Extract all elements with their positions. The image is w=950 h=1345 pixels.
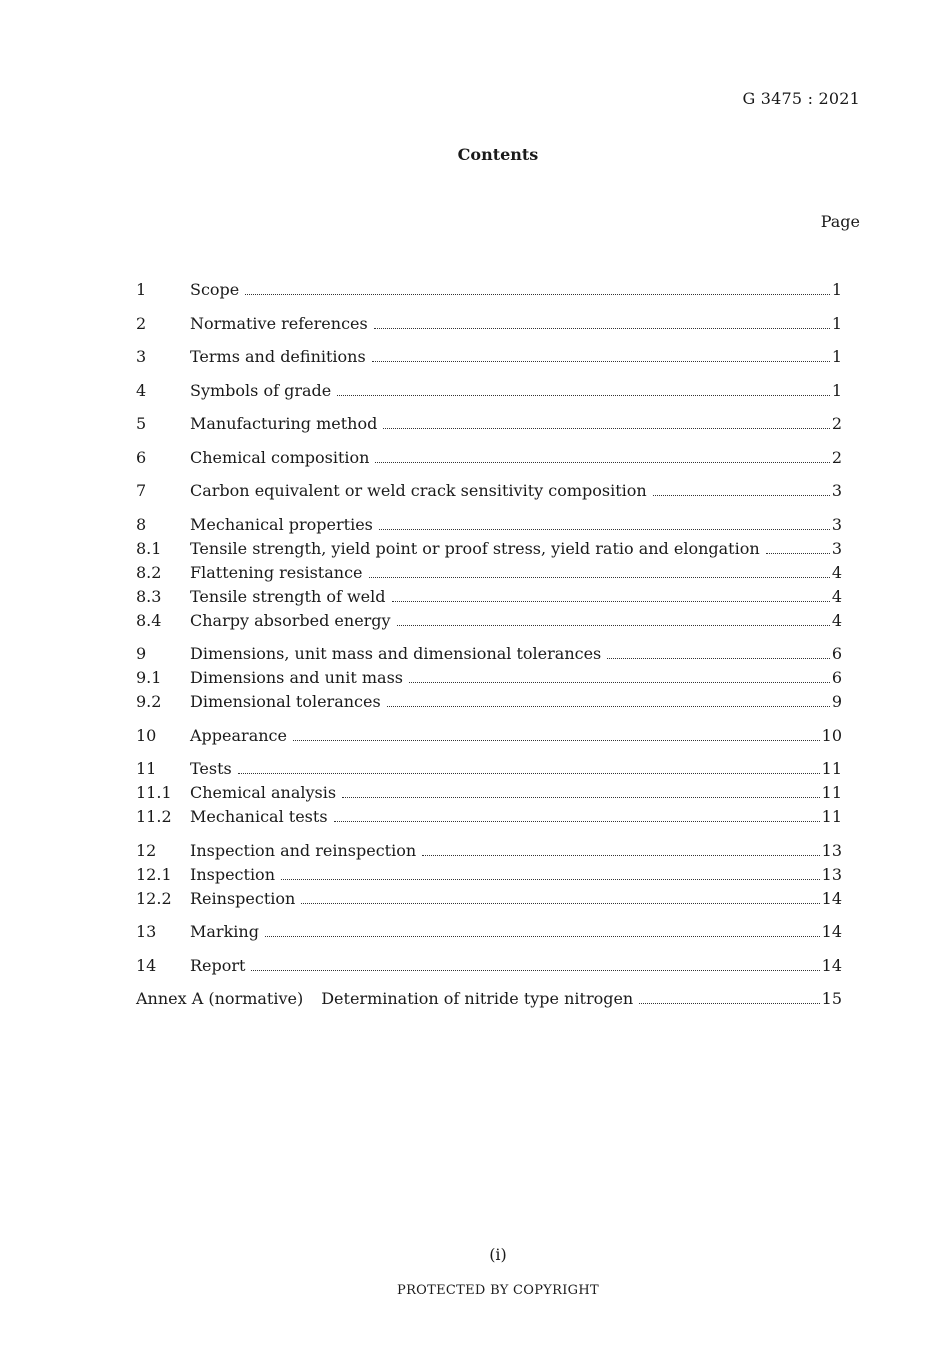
leader-dots	[372, 361, 830, 362]
leader-dots	[374, 328, 830, 329]
toc-entry-7[interactable]	[136, 479, 842, 503]
toc-entry-title: Mechanical tests	[190, 807, 328, 826]
leader-dots	[392, 601, 830, 602]
leader-dots	[265, 936, 820, 937]
toc-entry-number: 14	[136, 955, 157, 975]
toc-entry-title: Dimensional tolerances	[190, 692, 381, 711]
toc-entry-number: 4	[136, 380, 147, 400]
toc-entry-number: 11.2	[136, 807, 172, 826]
toc-entry-title: Charpy absorbed energy	[190, 610, 391, 630]
leader-dots	[409, 682, 830, 683]
toc-entry-page: 2	[831, 414, 842, 433]
toc-entry-page: 3	[831, 481, 842, 500]
toc-entry-title: Inspection and reinspection	[190, 840, 417, 860]
toc-entry-number: 2	[136, 313, 147, 333]
leader-dots	[337, 395, 830, 396]
toc-entry-page: 1	[831, 347, 842, 366]
toc-entry-title: Scope	[190, 280, 240, 299]
toc-entry-number: 7	[136, 481, 147, 500]
toc-entry-page: 3	[831, 538, 842, 558]
leader-dots	[379, 529, 830, 530]
toc-entry-title: Chemical composition	[190, 447, 370, 467]
toc-entry-11[interactable]	[136, 757, 842, 781]
toc-entry-page: 1	[831, 280, 842, 299]
toc-entry-number: 8.1	[136, 538, 162, 558]
toc-entry-title: Inspection	[190, 864, 275, 884]
toc-entry-title: Flattening resistance	[190, 562, 363, 582]
toc-entry-title: Marking	[190, 922, 259, 941]
leader-dots	[301, 903, 819, 904]
page-title: Contents	[457, 145, 539, 164]
leader-dots	[375, 462, 829, 463]
toc-entry-number: 5	[136, 414, 147, 433]
toc-entry-3[interactable]	[136, 345, 842, 369]
toc-entry-9-2[interactable]	[136, 690, 842, 714]
toc-entry-title: Carbon equivalent or weld crack sensitivity composition	[190, 481, 647, 500]
toc-entry-number: 9	[136, 644, 147, 663]
toc-entry-8-1[interactable]	[136, 537, 842, 561]
leader-dots	[383, 428, 829, 429]
toc-entry-number: 8.4	[136, 610, 162, 630]
toc-entry-9-1[interactable]	[136, 666, 842, 690]
leader-dots	[422, 855, 819, 856]
toc-entry-page: 10	[821, 725, 842, 745]
toc-entry-12-1[interactable]	[136, 863, 842, 887]
toc-entry-title: Dimensions, unit mass and dimensional tolerances	[190, 644, 602, 663]
leader-dots	[766, 553, 830, 554]
toc-entry-number: 11.1	[136, 783, 172, 802]
toc-entry-number: 12	[136, 840, 157, 860]
toc-entry-8[interactable]	[136, 513, 842, 537]
toc-entry-title: Terms and definitions	[190, 347, 366, 366]
toc-entry-number: 6	[136, 447, 147, 467]
document-id: G 3475 : 2021	[742, 89, 860, 108]
toc-entry-12[interactable]	[136, 839, 842, 863]
toc-entry-number: 1	[136, 280, 147, 299]
toc-entry-9[interactable]	[136, 642, 842, 666]
toc-entry-14[interactable]	[136, 954, 842, 978]
leader-dots	[293, 740, 820, 741]
toc-entry-title: Determination of nitride type nitrogen	[321, 989, 634, 1008]
toc-entry-page: 11	[821, 759, 842, 778]
toc-entry-4[interactable]	[136, 379, 842, 403]
toc-entry-title: Reinspection	[190, 888, 296, 908]
toc-entry-8-2[interactable]	[136, 561, 842, 585]
toc-entry-number: 3	[136, 347, 147, 366]
toc-entry-number: 10	[136, 725, 157, 745]
toc-entry-page: 11	[821, 807, 842, 826]
toc-entry-page: 4	[831, 586, 842, 606]
toc-entry-number: 8.2	[136, 562, 162, 582]
toc-entry-8-4[interactable]	[136, 609, 842, 633]
leader-dots	[607, 658, 830, 659]
leader-dots	[334, 821, 820, 822]
toc-entry-title: Mechanical properties	[190, 514, 373, 534]
toc-entry-page: 13	[821, 840, 842, 860]
leader-dots	[639, 1003, 819, 1004]
toc-entry-number: 12.2	[136, 888, 172, 908]
toc-entry-11-2[interactable]	[136, 805, 842, 829]
leader-dots	[245, 294, 830, 295]
toc-entry-2[interactable]	[136, 312, 842, 336]
toc-entry-page: 9	[831, 692, 842, 711]
toc-entry-title: Tests	[190, 759, 232, 778]
leader-dots	[653, 495, 830, 496]
toc-entry-page: 4	[831, 610, 842, 630]
toc-entry-6[interactable]	[136, 446, 842, 470]
toc-entry-13[interactable]	[136, 920, 842, 944]
toc-entry-page: 1	[831, 380, 842, 400]
annex-label: Annex A (normative)	[136, 989, 304, 1008]
toc-entry-title: Report	[190, 955, 246, 975]
toc-entry-12-2[interactable]	[136, 887, 842, 911]
toc-entry-title: Dimensions and unit mass	[190, 668, 403, 687]
toc-entry-page: 6	[831, 644, 842, 663]
toc-entry-10[interactable]	[136, 724, 842, 748]
toc-entry-page: 13	[821, 864, 842, 884]
toc-entry-number: 9.1	[136, 668, 162, 687]
toc-entry-page: 4	[831, 562, 842, 582]
leader-dots	[369, 577, 830, 578]
toc-entry-page: 1	[831, 313, 842, 333]
toc-entry-8-3[interactable]	[136, 585, 842, 609]
toc-entry-number: 8	[136, 514, 147, 534]
leader-dots	[342, 797, 820, 798]
toc-entry-title: Normative references	[190, 313, 368, 333]
toc-entry-number: 11	[136, 759, 157, 778]
copyright-notice: PROTECTED BY COPYRIGHT	[397, 1283, 599, 1298]
toc-entry-page: 15	[821, 989, 842, 1008]
toc-entry-title: Appearance	[190, 725, 287, 745]
toc-entry-number: 13	[136, 922, 157, 941]
toc-entry-number: 12.1	[136, 864, 172, 884]
toc-entry-title: Symbols of grade	[190, 380, 332, 400]
toc-entry-title: Chemical analysis	[190, 783, 337, 802]
toc-entry-title: Tensile strength of weld	[190, 586, 386, 606]
toc-entry-11-1[interactable]	[136, 781, 842, 805]
leader-dots	[251, 970, 819, 971]
toc-entry-page: 2	[831, 447, 842, 467]
toc-entry-page: 14	[821, 888, 842, 908]
page-number: (i)	[489, 1245, 507, 1264]
toc-entry-title: Tensile strength, yield point or proof stress, yield ratio and elongation	[190, 538, 760, 558]
toc-entry-1[interactable]	[136, 278, 842, 302]
toc-entry-page: 6	[831, 668, 842, 687]
toc-entry-number: 8.3	[136, 586, 162, 606]
table-of-contents	[136, 278, 842, 1011]
toc-entry-title: Manufacturing method	[190, 414, 378, 433]
leader-dots	[397, 625, 830, 626]
page-column-header: Page	[820, 212, 860, 231]
toc-entry-page: 14	[821, 955, 842, 975]
toc-entry-number: 9.2	[136, 692, 162, 711]
toc-entry-page: 14	[821, 922, 842, 941]
leader-dots	[281, 879, 820, 880]
leader-dots	[238, 773, 820, 774]
toc-entry-5[interactable]	[136, 412, 842, 436]
toc-entry-page: 3	[831, 514, 842, 534]
leader-dots	[387, 706, 830, 707]
toc-entry-annex-a[interactable]	[136, 987, 842, 1011]
toc-entry-page: 11	[821, 783, 842, 802]
